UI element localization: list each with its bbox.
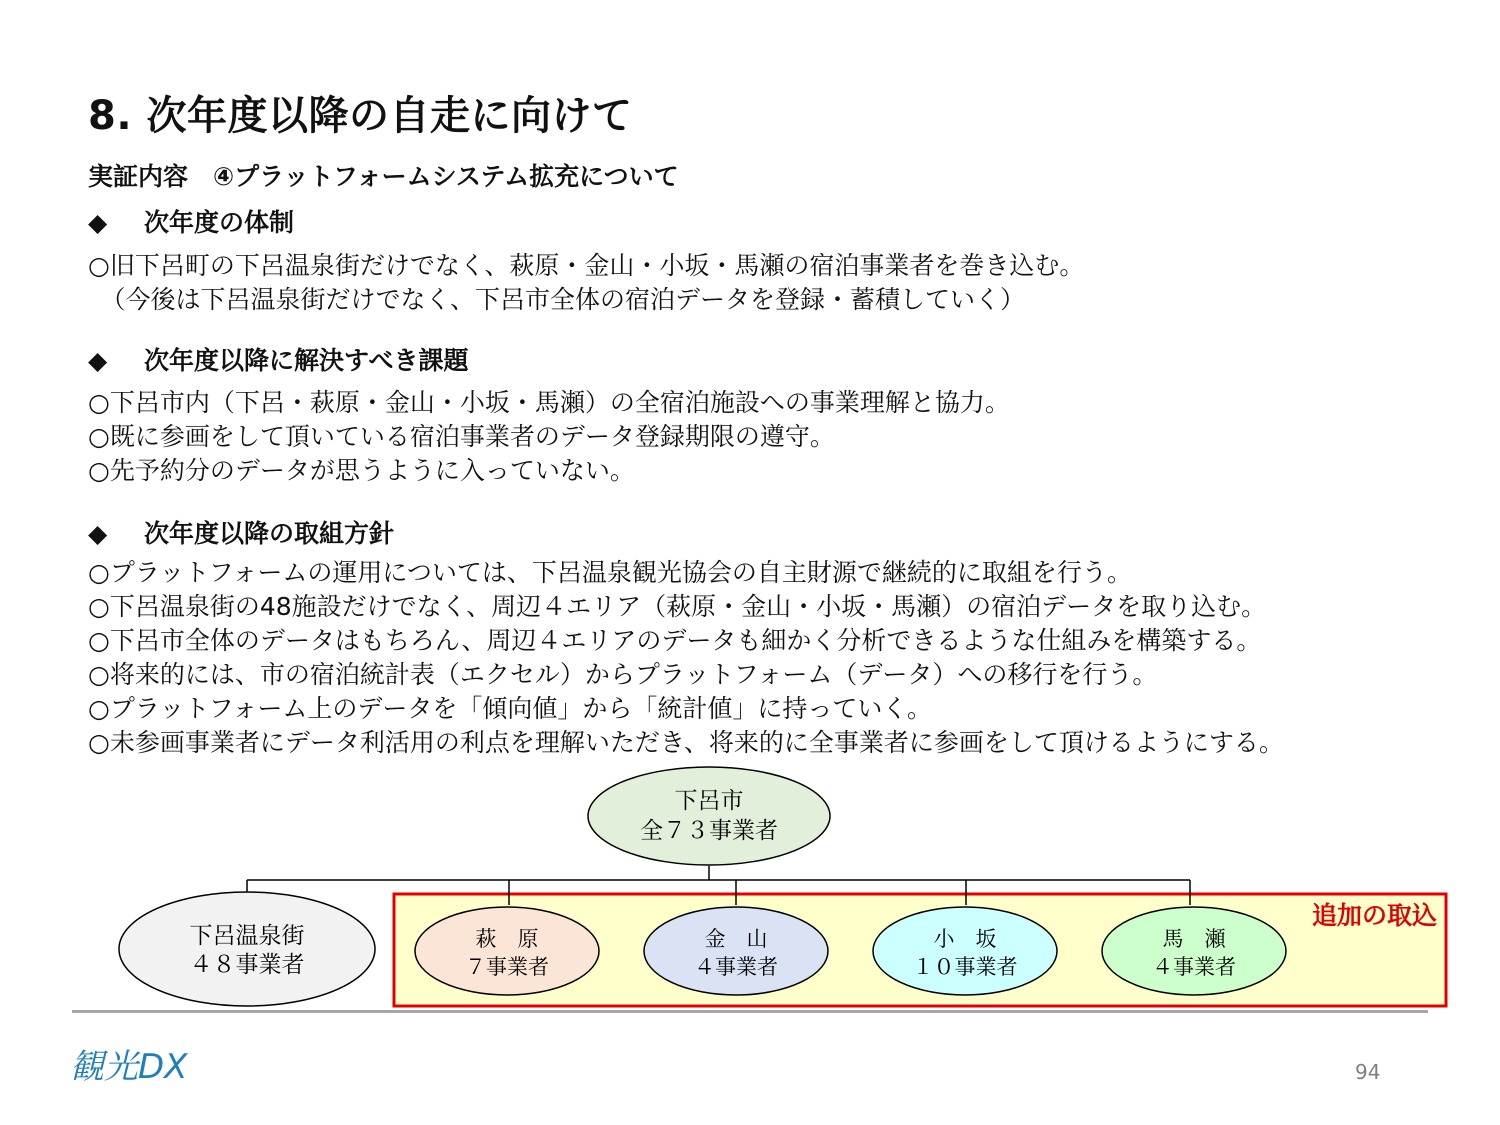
section-line: ○旧下呂町の下呂温泉街だけでなく、萩原・金山・小坂・馬瀬の宿泊事業者を巻き込む。: [88, 251, 1085, 280]
logo-text: 観光DX: [70, 1047, 188, 1087]
root-node-count: 全７３事業者: [640, 818, 778, 844]
area-node: [1102, 907, 1286, 995]
area-node: [644, 907, 828, 995]
diamond-bullet-icon: ◆: [88, 519, 108, 548]
section-heading-text: 次年度以降に解決すべき課題: [144, 346, 469, 375]
section-line: ○先予約分のデータが思うように入っていない。: [88, 456, 635, 485]
logo-mark: [70, 1040, 200, 1090]
footer-divider: [72, 1010, 1428, 1013]
section-heading-text: 次年度の体制: [144, 208, 295, 237]
section-line: ○プラットフォームの運用については、下呂温泉観光協会の自主財源で継続的に取組を行う。: [88, 558, 1132, 587]
section-heading-text: 次年度以降の取組方針: [144, 519, 395, 548]
main-node-count: ４８事業者: [189, 952, 305, 978]
area-node-name: 萩 原: [475, 927, 539, 951]
page-title: 8. 次年度以降の自走に向けて: [88, 93, 633, 139]
section-line: ○既に参画をして頂いている宿泊事業者のデータ登録期限の遵守。: [88, 422, 835, 451]
area-node-count: １０事業者: [912, 955, 1018, 979]
additional-label: 追加の取込: [1311, 901, 1437, 930]
section-line: ○プラットフォーム上のデータを「傾向値」から「統計値」に持っていく。: [88, 694, 932, 723]
area-node-count: ７事業者: [465, 955, 549, 979]
section-line: ○将来的には、市の宿泊統計表（エクセル）からプラットフォーム（データ）への移行を行う。: [88, 660, 1158, 689]
root-node-name: 下呂市: [674, 788, 744, 814]
diamond-bullet-icon: ◆: [88, 346, 108, 375]
main-node-name: 下呂温泉街: [189, 923, 305, 949]
area-node-count: ４事業者: [1152, 955, 1236, 979]
area-node-name: 小 坂: [933, 927, 997, 951]
main-node: [119, 892, 375, 1006]
area-node-name: 金 山: [704, 927, 768, 951]
logo: [70, 1040, 200, 1094]
area-node: [873, 907, 1057, 995]
area-node-name: 馬 瀬: [1162, 927, 1226, 951]
area-node-count: ４事業者: [694, 955, 778, 979]
page-number: 94: [1355, 1060, 1381, 1084]
diamond-bullet-icon: ◆: [88, 208, 108, 237]
section-line: ○下呂市内（下呂・萩原・金山・小坂・馬瀬）の全宿泊施設への事業理解と協力。: [88, 388, 1010, 417]
section-line: （今後は下呂温泉街だけでなく、下呂市全体の宿泊データを登録・蓄積していく）: [88, 285, 1026, 314]
page-subtitle: 実証内容 ④プラットフォームシステム拡充について: [88, 162, 679, 191]
section-line: ○未参画事業者にデータ利活用の利点を理解いただき、将来的に全事業者に参画をして頂けるようにする。: [88, 728, 1284, 757]
area-node: [415, 907, 599, 995]
root-node: [588, 767, 830, 865]
section-line: ○下呂温泉街の48施設だけでなく、周辺４エリア（萩原・金山・小坂・馬瀬）の宿泊データを取り込む。: [88, 592, 1267, 621]
section-line: ○下呂市全体のデータはもちろん、周辺４エリアのデータも細かく分析できるような仕組みを構築する。: [88, 626, 1262, 655]
